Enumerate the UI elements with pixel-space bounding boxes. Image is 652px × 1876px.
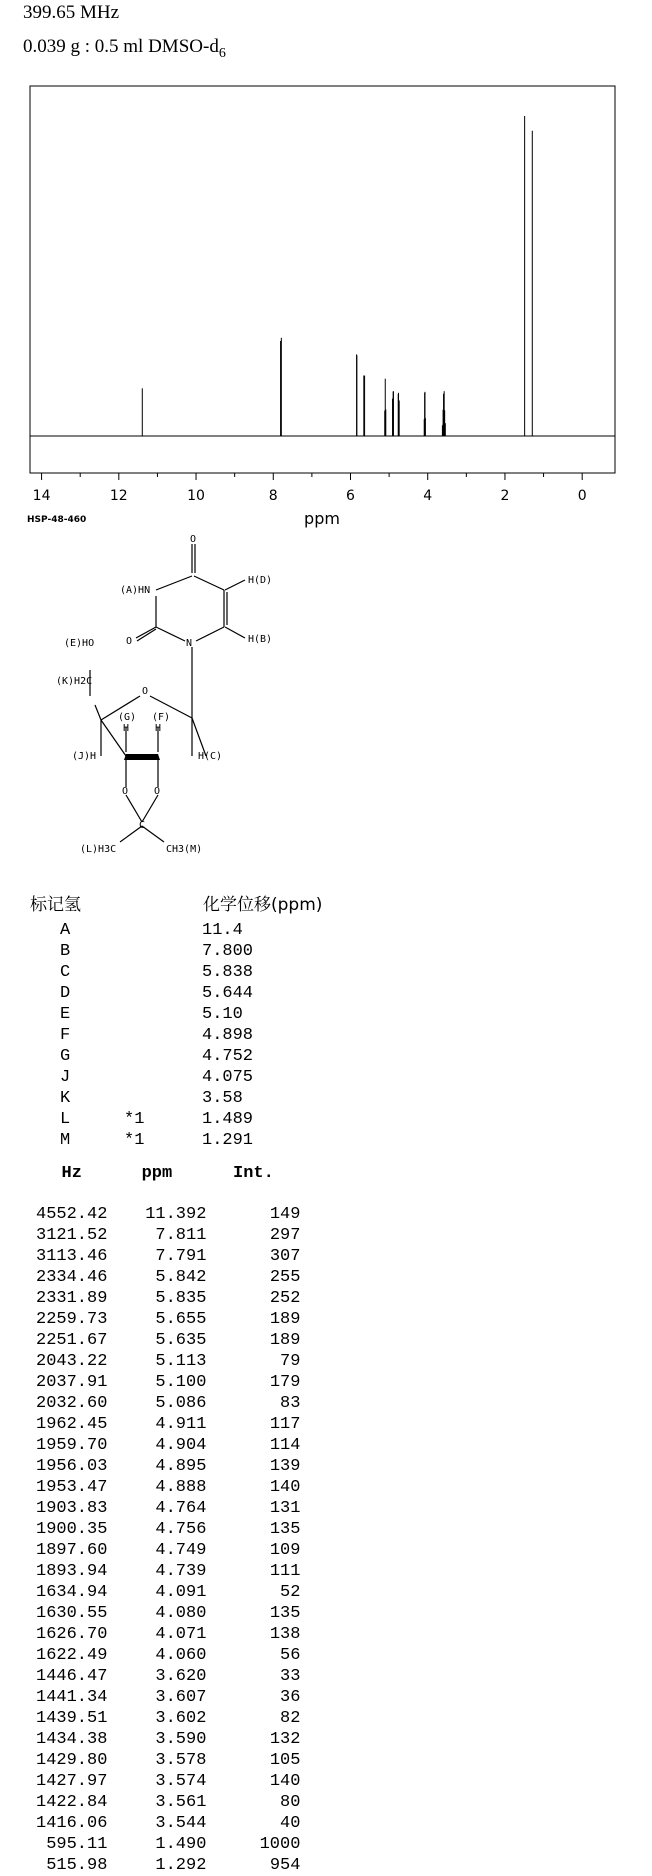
peak-hz: 1446.47 <box>36 1667 108 1686</box>
assignment-label: F <box>60 1026 71 1045</box>
peak-intensity: 297 <box>269 1226 301 1245</box>
x-tick-label: 2 <box>500 488 510 504</box>
assignment-shift: 11.4 <box>202 921 243 940</box>
assignment-note <box>124 920 202 941</box>
assignment-label: E <box>60 1005 71 1024</box>
peak-hz: 3121.52 <box>36 1226 108 1245</box>
peak-intensity: 132 <box>269 1730 301 1749</box>
peak-ppm: 5.086 <box>155 1394 207 1413</box>
table-row <box>36 1540 300 1561</box>
peak-ppm: 5.655 <box>155 1310 207 1329</box>
atom-label: H(D) <box>248 575 273 586</box>
assignment-note: *1 <box>124 1131 145 1150</box>
assignment-shift: 5.10 <box>202 1005 243 1024</box>
peak-hz: 1622.49 <box>36 1646 108 1665</box>
assignment-label: M <box>60 1131 71 1150</box>
peak-intensity: 135 <box>269 1604 301 1623</box>
peak-ppm: 1.292 <box>155 1856 207 1875</box>
peak-ppm: 3.561 <box>155 1793 207 1812</box>
assignment-row <box>60 1025 253 1046</box>
peak-intensity: 52 <box>280 1583 301 1602</box>
assignment-row <box>60 962 253 983</box>
peak-ppm: 5.100 <box>155 1373 207 1392</box>
assignment-note <box>124 983 202 1004</box>
sample-subscript: 6 <box>218 46 226 61</box>
assignment-shift: 4.752 <box>202 1047 254 1066</box>
peak-table-header <box>36 1162 300 1204</box>
table-row <box>36 1225 300 1246</box>
peak-ppm: 11.392 <box>145 1205 207 1224</box>
peak-hz: 1422.84 <box>36 1793 108 1812</box>
atom-label: C <box>139 820 146 831</box>
sample-code: HSP-48-460 <box>27 515 87 525</box>
peak-hz: 1429.80 <box>36 1751 108 1770</box>
peak-ppm: 5.842 <box>155 1268 207 1287</box>
atom-label: O <box>122 786 129 797</box>
x-tick-label: 0 <box>577 488 587 504</box>
peak-hz: 2043.22 <box>36 1352 108 1371</box>
assignment-label: G <box>60 1047 71 1066</box>
peak-ppm: 3.607 <box>155 1688 207 1707</box>
peak-hz: 2251.67 <box>36 1331 108 1350</box>
x-axis-ticks <box>33 473 587 504</box>
peak-intensity: 131 <box>269 1499 301 1518</box>
molecular-structure <box>40 530 300 870</box>
table-row <box>36 1246 300 1267</box>
peak-hz: 2259.73 <box>36 1310 108 1329</box>
atom-label: (G) <box>118 712 137 723</box>
table-row <box>36 1330 300 1351</box>
assignment-label: B <box>60 942 71 961</box>
assignment-label: L <box>60 1110 71 1129</box>
assignment-row <box>60 920 253 941</box>
table-row <box>36 1708 300 1729</box>
assignment-row <box>60 983 253 1004</box>
assignment-label: C <box>60 963 71 982</box>
table-row <box>36 1834 300 1855</box>
peak-ppm: 4.904 <box>155 1436 207 1455</box>
table-row <box>36 1750 300 1771</box>
assignment-row <box>60 941 253 962</box>
peak-intensity: 140 <box>269 1478 301 1497</box>
atom-label: H(C) <box>198 751 223 762</box>
table-row <box>36 1267 300 1288</box>
sample-text: 0.039 g : 0.5 ml DMSO-d <box>23 36 219 57</box>
assignment-note <box>124 962 202 983</box>
table-row <box>36 1666 300 1687</box>
atom-label: (J)H <box>72 751 97 762</box>
peak-intensity: 189 <box>269 1331 301 1350</box>
peak-ppm: 4.764 <box>155 1499 207 1518</box>
peak-ppm: 4.888 <box>155 1478 207 1497</box>
assignment-header-label: 标记氢 <box>30 895 81 915</box>
table-row <box>36 1561 300 1582</box>
peak-hz: 1441.34 <box>36 1688 108 1707</box>
assignment-label: K <box>60 1089 71 1108</box>
ring-bold-bond <box>124 754 160 760</box>
assignment-header-shift: 化学位移(ppm) <box>203 895 323 915</box>
peak-hz: 1416.06 <box>36 1814 108 1833</box>
table-row <box>36 1519 300 1540</box>
peak-hz: 4552.42 <box>36 1205 108 1224</box>
peak-hz: 595.11 <box>46 1835 108 1854</box>
peak-lines <box>142 116 532 436</box>
peak-intensity: 117 <box>269 1415 301 1434</box>
peak-hz: 1962.45 <box>36 1415 108 1434</box>
peak-ppm: 3.574 <box>155 1772 207 1791</box>
spectrometer-frequency: 399.65 MHz <box>23 2 120 23</box>
peak-ppm: 5.113 <box>155 1352 207 1371</box>
assignment-shift: 5.838 <box>202 963 254 982</box>
peak-hz: 1897.60 <box>36 1541 108 1560</box>
peak-intensity: 40 <box>280 1814 301 1833</box>
peak-hz: 515.98 <box>46 1856 108 1875</box>
table-row <box>36 1645 300 1666</box>
x-axis-label: ppm <box>304 509 340 528</box>
table-row <box>36 1456 300 1477</box>
nmr-spectrum-chart <box>0 0 652 530</box>
peak-intensity: 307 <box>269 1247 301 1266</box>
header-ppm: ppm <box>141 1164 173 1183</box>
peak-hz: 1427.97 <box>36 1772 108 1791</box>
peak-intensity: 135 <box>269 1520 301 1539</box>
x-tick-label: 10 <box>187 488 205 504</box>
assignment-shift: 5.644 <box>202 984 254 1003</box>
assignment-note <box>124 1067 202 1088</box>
peak-list-table <box>36 1162 300 1876</box>
assignment-label: D <box>60 984 71 1003</box>
table-row <box>36 1414 300 1435</box>
peak-intensity: 138 <box>269 1625 301 1644</box>
table-row <box>36 1582 300 1603</box>
peak-ppm: 3.544 <box>155 1814 207 1833</box>
assignment-shift: 1.291 <box>202 1131 254 1150</box>
peak-ppm: 5.835 <box>155 1289 207 1308</box>
table-row <box>36 1729 300 1750</box>
x-tick-label: 14 <box>32 488 51 504</box>
table-row <box>36 1498 300 1519</box>
peak-hz: 1434.38 <box>36 1730 108 1749</box>
peak-intensity: 189 <box>269 1310 301 1329</box>
assignment-label: J <box>60 1068 71 1087</box>
peak-intensity: 36 <box>280 1688 301 1707</box>
atom-label: N <box>186 638 193 649</box>
peak-ppm: 7.811 <box>155 1226 207 1245</box>
peak-hz: 2032.60 <box>36 1394 108 1413</box>
assignment-row <box>60 1109 253 1130</box>
peak-hz: 1956.03 <box>36 1457 108 1476</box>
table-row <box>36 1771 300 1792</box>
peak-intensity: 114 <box>269 1436 301 1455</box>
table-row <box>36 1792 300 1813</box>
peak-hz: 1630.55 <box>36 1604 108 1623</box>
x-tick-label: 6 <box>346 488 355 504</box>
peak-hz: 2331.89 <box>36 1289 108 1308</box>
assignment-note <box>124 1025 202 1046</box>
peak-intensity: 83 <box>280 1394 301 1413</box>
assignment-shift: 4.898 <box>202 1026 254 1045</box>
structure-bonds <box>90 544 245 842</box>
assignment-shift: 4.075 <box>202 1068 254 1087</box>
assignment-shift: 7.800 <box>202 942 254 961</box>
peak-hz: 1900.35 <box>36 1520 108 1539</box>
peak-hz: 2334.46 <box>36 1268 108 1287</box>
table-row <box>36 1204 300 1225</box>
atom-label: (F) <box>152 712 171 723</box>
peak-hz: 3113.46 <box>36 1247 108 1266</box>
atom-label: O <box>190 534 197 545</box>
peak-intensity: 1000 <box>259 1835 301 1854</box>
atom-label: (K)H2C <box>56 676 93 687</box>
peak-ppm: 4.091 <box>155 1583 207 1602</box>
peak-ppm: 4.080 <box>155 1604 207 1623</box>
table-row <box>36 1477 300 1498</box>
peak-hz: 1959.70 <box>36 1436 108 1455</box>
assignment-table-body <box>60 920 253 1151</box>
table-row <box>36 1603 300 1624</box>
atom-label: (A)HN <box>120 585 151 596</box>
peak-ppm: 4.739 <box>155 1562 207 1581</box>
peak-intensity: 954 <box>269 1856 301 1875</box>
peak-ppm: 3.578 <box>155 1751 207 1770</box>
peak-ppm: 3.590 <box>155 1730 207 1749</box>
assignment-note <box>124 1004 202 1025</box>
peak-ppm: 1.490 <box>155 1835 207 1854</box>
peak-intensity: 149 <box>269 1205 301 1224</box>
plot-frame <box>30 86 615 473</box>
peak-intensity: 111 <box>269 1562 301 1581</box>
peak-ppm: 4.060 <box>155 1646 207 1665</box>
header-hz: Hz <box>61 1164 82 1183</box>
peak-ppm: 4.749 <box>155 1541 207 1560</box>
peak-ppm: 4.756 <box>155 1520 207 1539</box>
peak-intensity: 82 <box>280 1709 301 1728</box>
assignment-row <box>60 1067 253 1088</box>
peak-ppm: 7.791 <box>155 1247 207 1266</box>
table-row <box>36 1435 300 1456</box>
assignment-row <box>60 1088 253 1109</box>
atom-label: (L)H3C <box>80 844 117 855</box>
peak-hz: 1893.94 <box>36 1562 108 1581</box>
assignment-row <box>60 1130 253 1151</box>
assignment-note <box>124 1046 202 1067</box>
x-tick-label: 4 <box>423 488 433 504</box>
assignment-table <box>60 920 253 1151</box>
assignment-row <box>60 1046 253 1067</box>
peak-intensity: 33 <box>280 1667 301 1686</box>
assignment-note: *1 <box>124 1110 145 1129</box>
assignment-note <box>124 1088 202 1109</box>
peak-table-body <box>36 1204 300 1876</box>
peak-hz: 2037.91 <box>36 1373 108 1392</box>
assignment-note <box>124 941 202 962</box>
atom-label: (E)HO <box>64 638 95 649</box>
assignment-row <box>60 1004 253 1025</box>
table-row <box>36 1309 300 1330</box>
atom-label: O <box>126 636 133 647</box>
peak-intensity: 139 <box>269 1457 301 1476</box>
assignment-shift: 1.489 <box>202 1110 254 1129</box>
peak-ppm: 3.602 <box>155 1709 207 1728</box>
atom-label: H <box>123 723 130 734</box>
peak-intensity: 79 <box>280 1352 301 1371</box>
peak-intensity: 179 <box>269 1373 301 1392</box>
x-tick-label: 12 <box>109 488 128 504</box>
peak-ppm: 4.071 <box>155 1625 207 1644</box>
peak-ppm: 5.635 <box>155 1331 207 1350</box>
atom-label: H(B) <box>248 634 273 645</box>
assignment-label: A <box>60 921 71 940</box>
peak-intensity: 252 <box>269 1289 301 1308</box>
peak-hz: 1439.51 <box>36 1709 108 1728</box>
x-tick-label: 8 <box>268 488 278 504</box>
atom-label: O <box>154 786 161 797</box>
peak-ppm: 4.895 <box>155 1457 207 1476</box>
atom-label: O <box>142 686 149 697</box>
peak-hz: 1953.47 <box>36 1478 108 1497</box>
table-row <box>36 1624 300 1645</box>
table-row <box>36 1393 300 1414</box>
atom-label: H <box>155 723 162 734</box>
peak-intensity: 56 <box>280 1646 301 1665</box>
peak-hz: 1634.94 <box>36 1583 108 1602</box>
assignment-shift: 3.58 <box>202 1089 243 1108</box>
peak-ppm: 4.911 <box>155 1415 207 1434</box>
table-row <box>36 1687 300 1708</box>
peak-intensity: 109 <box>269 1541 301 1560</box>
table-row <box>36 1288 300 1309</box>
peak-intensity: 105 <box>269 1751 301 1770</box>
header-int: Int. <box>233 1164 274 1183</box>
table-row <box>36 1351 300 1372</box>
peak-intensity: 140 <box>269 1772 301 1791</box>
atom-label: CH3(M) <box>166 844 203 855</box>
peak-ppm: 3.620 <box>155 1667 207 1686</box>
table-row <box>36 1372 300 1393</box>
peak-intensity: 255 <box>269 1268 301 1287</box>
table-row <box>36 1813 300 1834</box>
peak-hz: 1903.83 <box>36 1499 108 1518</box>
peak-intensity: 80 <box>280 1793 301 1812</box>
peak-hz: 1626.70 <box>36 1625 108 1644</box>
